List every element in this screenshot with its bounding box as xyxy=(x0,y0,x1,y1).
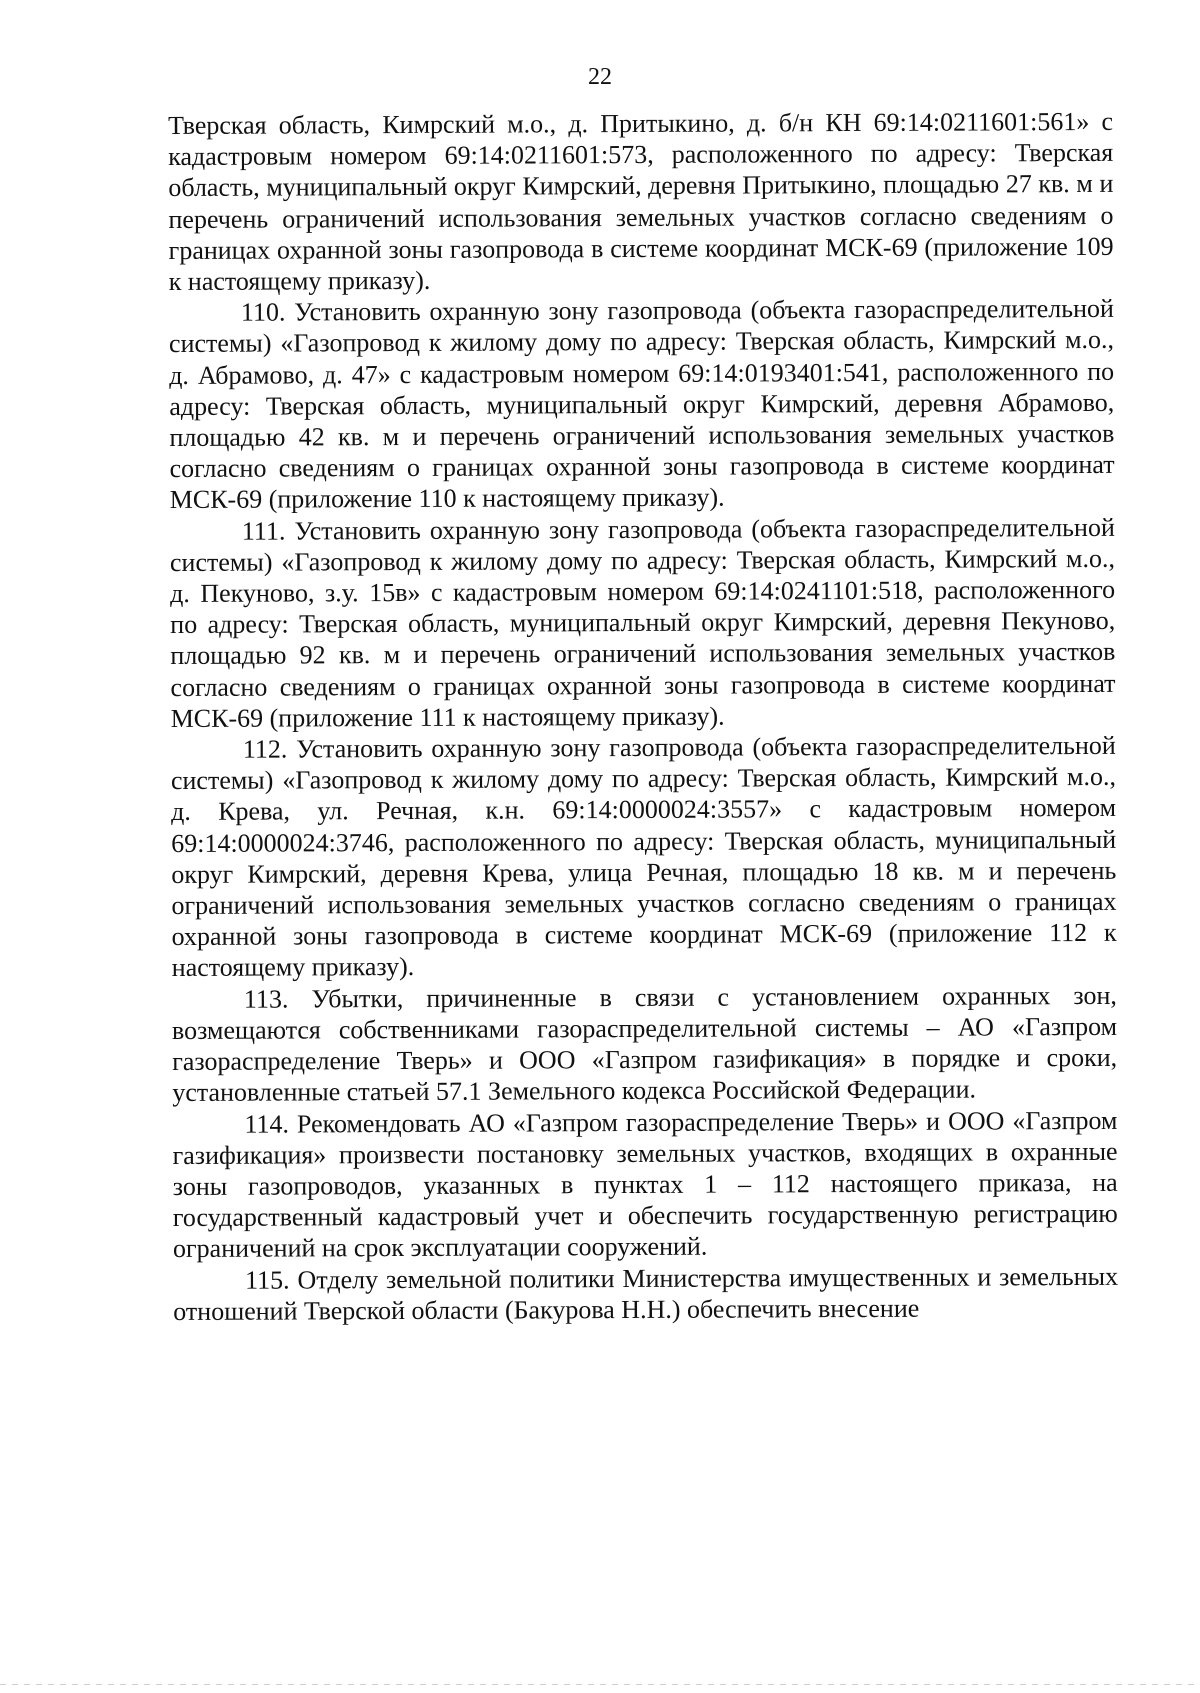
paragraph-continuation: Тверская область, Кимрский м.о., д. Притыкино, д. б/н КН 69:14:0211601:561» с кадастровым номером 69:14:0211601:573, расположенного по адресу: Тверская область, муниципальный округ Кимрский, деревня Притыкино, площадью 27 кв. м и перечень ограничений использования земельных участков согласно сведениям о границах охранной зоны газопровода в системе координат МСК-69 (приложение 109 к настоящему приказу). xyxy=(168,106,1114,297)
paragraph-item-114: 114. Рекомендовать АО «Газпром газораспределение Тверь» и ООО «Газпром газификация» произвести постановку земельных участков, входящих в охранные зоны газопроводов, указанных в пунктах 1 – 112 настоящего приказа, на государственный кадастровый учет и обеспечить государственную регистрацию ограничений на срок эксплуатации сооружений. xyxy=(172,1105,1118,1264)
paragraph-item-110: 110. Установить охранную зону газопровода (объекта газораспределительной системы) «Газопровод к жилому дому по адресу: Тверская область, Кимрский м.о., д. Абрамово, д. 47» с кадастровым номером 69:14:0193401:541, расположенного по адресу: Тверская область, муниципальный округ Кимрский, деревня Абрамово, площадью 42 кв. м и перечень ограничений использования земельных участков согласно сведениям о границах охранной зоны газопровода в системе координат МСК-69 (приложение 110 к настоящему приказу). xyxy=(168,294,1115,515)
scan-edge-line xyxy=(0,1684,1200,1685)
paragraph-item-113: 113. Убытки, причиненные в связи с установлением охранных зон, возмещаются собственниками газораспределительной системы – АО «Газпром газораспределение Тверь» и ООО «Газпром газификация» в порядке и сроки, установленные статьей 57.1 Земельного кодекса Российской Федерации. xyxy=(171,980,1118,1108)
page-number: 22 xyxy=(588,64,612,90)
document-body xyxy=(168,106,1118,1327)
paragraph-item-111: 111. Установить охранную зону газопровода (объекта газораспределительной системы) «Газопровод к жилому дому по адресу: Тверская область, Кимрский м.о., д. Пекуново, з.у. 15в» с кадастровым номером 69:14:0241101:518, расположенного по адресу: Тверская область, муниципальный округ Кимрский, деревня Пекуново, площадью 92 кв. м и перечень ограничений использования земельных участков согласно сведениям о границах охранной зоны газопровода в системе координат МСК-69 (приложение 111 к настоящему приказу). xyxy=(169,512,1116,733)
paragraph-item-115: 115. Отделу земельной политики Министерства имущественных и земельных отношений Тверской области (Бакурова Н.Н.) обеспечить внесение xyxy=(173,1261,1119,1326)
paragraph-item-112: 112. Установить охранную зону газопровода (объекта газораспределительной системы) «Газопровод к жилому дому по адресу: Тверская область, Кимрский м.о., д. Крева, ул. Речная, к.н. 69:14:0000024:3557» с кадастровым номером 69:14:0000024:3746, расположенного по адресу: Тверская область, муниципальный округ Кимрский, деревня Крева, улица Речная, площадью 18 кв. м и перечень ограничений использования земельных участков согласно сведениям о границах охранной зоны газопровода в системе координат МСК-69 (приложение 112 к настоящему приказу). xyxy=(170,730,1117,983)
